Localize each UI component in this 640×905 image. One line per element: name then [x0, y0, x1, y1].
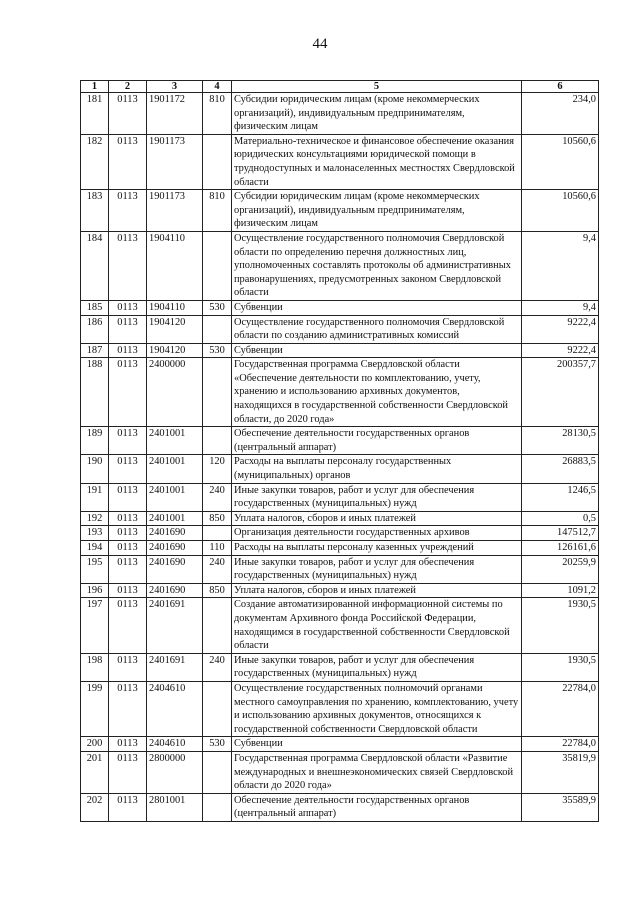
target-code: 2404610 — [147, 681, 203, 736]
section-code: 0113 — [109, 583, 147, 598]
row-amount: 9,4 — [522, 300, 599, 315]
row-amount: 9222,4 — [522, 343, 599, 358]
row-description: Государственная программа Свердловской области «Обеспечение деятельности по комплектованию, учету, хранению и использованию архивных документов, находящихся в государственной собственности Свердловской области, до 2020 года» — [232, 358, 522, 427]
table-row — [81, 681, 599, 736]
expense-type: 240 — [203, 555, 232, 583]
row-description: Субсидии юридическим лицам (кроме некоммерческих организаций), индивидуальным предпринимателям, физическим лицам — [232, 93, 522, 135]
row-amount: 20259,9 — [522, 555, 599, 583]
row-description: Осуществление государственного полномочия Свердловской области по определению перечня должностных лиц, уполномоченных составлять протоколы об административных правонарушениях, предусмотренных законом Свердловской области — [232, 231, 522, 300]
section-code: 0113 — [109, 793, 147, 821]
row-amount: 22784,0 — [522, 681, 599, 736]
row-amount: 147512,7 — [522, 526, 599, 541]
row-amount: 200357,7 — [522, 358, 599, 427]
row-amount: 35819,9 — [522, 751, 599, 793]
row-description: Обеспечение деятельности государственных органов (центральный аппарат) — [232, 793, 522, 821]
row-description: Осуществление государственного полномочия Свердловской области по созданию административных комиссий — [232, 315, 522, 343]
row-number: 198 — [81, 653, 109, 681]
row-number: 184 — [81, 231, 109, 300]
target-code: 2400000 — [147, 358, 203, 427]
target-code: 2401690 — [147, 583, 203, 598]
target-code: 2801001 — [147, 793, 203, 821]
section-code: 0113 — [109, 343, 147, 358]
header-col-6: 6 — [522, 81, 599, 93]
section-code: 0113 — [109, 231, 147, 300]
budget-table — [80, 80, 599, 822]
table-row — [81, 190, 599, 232]
expense-type: 110 — [203, 541, 232, 556]
row-number: 190 — [81, 455, 109, 483]
page-number: 44 — [312, 36, 328, 52]
section-code: 0113 — [109, 134, 147, 189]
table-row — [81, 737, 599, 752]
target-code: 2404610 — [147, 737, 203, 752]
expense-type — [203, 793, 232, 821]
expense-type — [203, 231, 232, 300]
target-code: 1904110 — [147, 300, 203, 315]
expense-type — [203, 134, 232, 189]
row-amount: 234,0 — [522, 93, 599, 135]
row-number: 200 — [81, 737, 109, 752]
row-amount: 9222,4 — [522, 315, 599, 343]
row-description: Материально-техническое и финансовое обеспечение оказания юридических консультациями юридической помощи в труднодоступных и малонаселенных местностях Свердловской области — [232, 134, 522, 189]
target-code: 1901173 — [147, 134, 203, 189]
row-description: Расходы на выплаты персоналу государственных (муниципальных) органов — [232, 455, 522, 483]
target-code: 2401001 — [147, 483, 203, 511]
row-description: Государственная программа Свердловской области «Развитие международных и внешнеэкономических связей Свердловской области до 2020 года» — [232, 751, 522, 793]
target-code: 1904110 — [147, 231, 203, 300]
expense-type: 240 — [203, 483, 232, 511]
row-amount: 10560,6 — [522, 134, 599, 189]
row-description: Субвенции — [232, 300, 522, 315]
section-code: 0113 — [109, 427, 147, 455]
table-row — [81, 300, 599, 315]
row-description: Расходы на выплаты персоналу казенных учреждений — [232, 541, 522, 556]
row-description: Создание автоматизированной информационной системы по документам Архивного фонда Российской Федерации, находящимся в государственной собственности Свердловской области — [232, 598, 522, 653]
row-description: Обеспечение деятельности государственных органов (центральный аппарат) — [232, 427, 522, 455]
row-description: Иные закупки товаров, работ и услуг для обеспечения государственных (муниципальных) нужд — [232, 555, 522, 583]
table-row — [81, 555, 599, 583]
section-code: 0113 — [109, 526, 147, 541]
target-code: 2401691 — [147, 598, 203, 653]
expense-type: 240 — [203, 653, 232, 681]
expense-type: 850 — [203, 511, 232, 526]
section-code: 0113 — [109, 737, 147, 752]
target-code: 1904120 — [147, 315, 203, 343]
row-number: 185 — [81, 300, 109, 315]
table-row — [81, 427, 599, 455]
section-code: 0113 — [109, 358, 147, 427]
table-row — [81, 653, 599, 681]
table-row — [81, 751, 599, 793]
header-col-5: 5 — [232, 81, 522, 93]
row-description: Иные закупки товаров, работ и услуг для обеспечения государственных (муниципальных) нужд — [232, 653, 522, 681]
row-amount: 1930,5 — [522, 598, 599, 653]
row-description: Организация деятельности государственных архивов — [232, 526, 522, 541]
expense-type: 530 — [203, 300, 232, 315]
table-row — [81, 358, 599, 427]
table-header — [81, 81, 599, 93]
row-number: 187 — [81, 343, 109, 358]
row-number: 193 — [81, 526, 109, 541]
section-code: 0113 — [109, 300, 147, 315]
table-row — [81, 793, 599, 821]
section-code: 0113 — [109, 541, 147, 556]
target-code: 2401691 — [147, 653, 203, 681]
row-number: 192 — [81, 511, 109, 526]
row-amount: 9,4 — [522, 231, 599, 300]
target-code: 2401690 — [147, 555, 203, 583]
expense-type — [203, 751, 232, 793]
table-row — [81, 315, 599, 343]
table-row — [81, 483, 599, 511]
section-code: 0113 — [109, 315, 147, 343]
expense-type: 530 — [203, 343, 232, 358]
row-number: 194 — [81, 541, 109, 556]
row-number: 183 — [81, 190, 109, 232]
row-amount: 35589,9 — [522, 793, 599, 821]
row-number: 191 — [81, 483, 109, 511]
section-code: 0113 — [109, 93, 147, 135]
row-description: Осуществление государственных полномочий органами местного самоуправления по хранению, комплектованию, учету и использованию архивных документов, относящихся к государственной собственности Свердловской области — [232, 681, 522, 736]
row-description: Субсидии юридическим лицам (кроме некоммерческих организаций), индивидуальным предпринимателям, физическим лицам — [232, 190, 522, 232]
target-code: 2401690 — [147, 541, 203, 556]
table-row — [81, 526, 599, 541]
row-number: 188 — [81, 358, 109, 427]
section-code: 0113 — [109, 653, 147, 681]
table-row — [81, 134, 599, 189]
section-code: 0113 — [109, 511, 147, 526]
row-number: 196 — [81, 583, 109, 598]
table-body — [81, 93, 599, 822]
target-code: 2401690 — [147, 526, 203, 541]
row-number: 202 — [81, 793, 109, 821]
expense-type: 810 — [203, 93, 232, 135]
row-number: 197 — [81, 598, 109, 653]
row-description: Уплата налогов, сборов и иных платежей — [232, 511, 522, 526]
header-col-4: 4 — [203, 81, 232, 93]
expense-type — [203, 315, 232, 343]
row-amount: 0,5 — [522, 511, 599, 526]
row-amount: 1930,5 — [522, 653, 599, 681]
table-row — [81, 598, 599, 653]
row-number: 201 — [81, 751, 109, 793]
target-code: 2800000 — [147, 751, 203, 793]
row-amount: 28130,5 — [522, 427, 599, 455]
expense-type — [203, 681, 232, 736]
header-row — [81, 81, 599, 93]
target-code: 2401001 — [147, 511, 203, 526]
header-col-3: 3 — [147, 81, 203, 93]
row-number: 182 — [81, 134, 109, 189]
row-amount: 1091,2 — [522, 583, 599, 598]
section-code: 0113 — [109, 751, 147, 793]
row-number: 181 — [81, 93, 109, 135]
table-row — [81, 343, 599, 358]
row-amount: 1246,5 — [522, 483, 599, 511]
row-description: Иные закупки товаров, работ и услуг для обеспечения государственных (муниципальных) нужд — [232, 483, 522, 511]
expense-type — [203, 427, 232, 455]
row-description: Субвенции — [232, 343, 522, 358]
row-description: Уплата налогов, сборов и иных платежей — [232, 583, 522, 598]
target-code: 1901173 — [147, 190, 203, 232]
table-row — [81, 93, 599, 135]
row-number: 186 — [81, 315, 109, 343]
table-row — [81, 455, 599, 483]
expense-type: 850 — [203, 583, 232, 598]
section-code: 0113 — [109, 681, 147, 736]
row-amount: 26883,5 — [522, 455, 599, 483]
header-col-1: 1 — [81, 81, 109, 93]
section-code: 0113 — [109, 598, 147, 653]
section-code: 0113 — [109, 483, 147, 511]
row-amount: 10560,6 — [522, 190, 599, 232]
target-code: 1901172 — [147, 93, 203, 135]
row-description: Субвенции — [232, 737, 522, 752]
expense-type — [203, 358, 232, 427]
expense-type: 530 — [203, 737, 232, 752]
header-col-2: 2 — [109, 81, 147, 93]
expense-type — [203, 598, 232, 653]
target-code: 2401001 — [147, 455, 203, 483]
table-row — [81, 231, 599, 300]
expense-type: 810 — [203, 190, 232, 232]
table-row — [81, 583, 599, 598]
table-row — [81, 511, 599, 526]
row-amount: 126161,6 — [522, 541, 599, 556]
table-row — [81, 541, 599, 556]
target-code: 2401001 — [147, 427, 203, 455]
expense-type: 120 — [203, 455, 232, 483]
section-code: 0113 — [109, 455, 147, 483]
expense-type — [203, 526, 232, 541]
target-code: 1904120 — [147, 343, 203, 358]
row-amount: 22784,0 — [522, 737, 599, 752]
row-number: 189 — [81, 427, 109, 455]
section-code: 0113 — [109, 190, 147, 232]
row-number: 199 — [81, 681, 109, 736]
row-number: 195 — [81, 555, 109, 583]
section-code: 0113 — [109, 555, 147, 583]
